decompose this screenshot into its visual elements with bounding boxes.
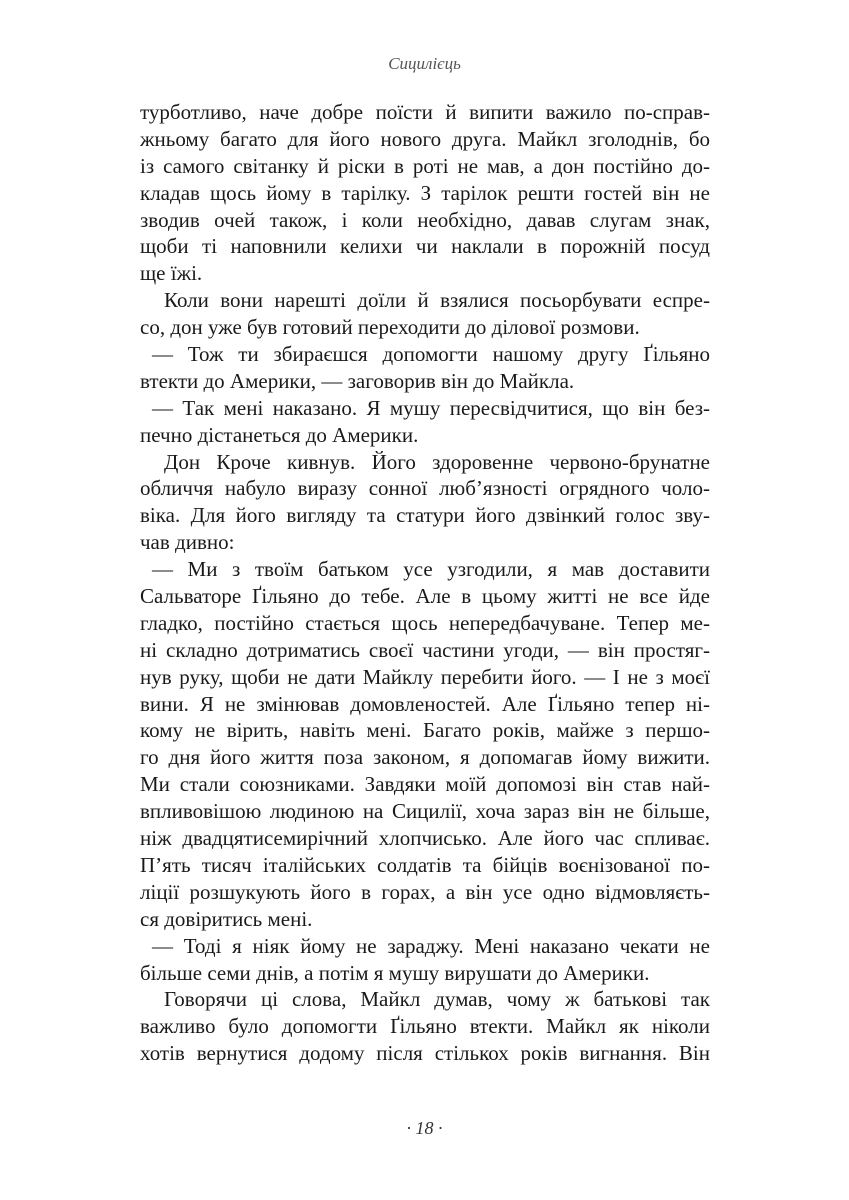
text-line: Говорячи ці слова, Майкл думав, чому ж батькові так [164, 987, 710, 1012]
text-line: — Тож ти збираєшся допомогти нашому другу Ґільяно [152, 342, 710, 367]
text-line: обличчя набуло виразу сонної люб’язності огрядного чоло- [140, 476, 710, 501]
text-line: Коли вони нарешті доїли й взялися посьорбувати еспре- [164, 288, 710, 313]
text-line: со, дон уже був готовий переходити до ділової розмови. [140, 315, 640, 340]
text-line: гладко, постійно стається щось непередбачуване. Тепер ме- [140, 610, 710, 635]
text-line: важливо було допомогти Ґільяно втекти. Майкл як ніколи [140, 1014, 710, 1039]
text-line: ліції розшукують його в горах, а він усе одно відмовляєть- [140, 879, 710, 904]
text-line: хотів вернутися додому після стількох років вигнання. Він [140, 1041, 710, 1066]
text-line: втекти до Америки, — заговорив він до Майкла. [140, 368, 575, 393]
page-body-text [140, 99, 710, 1067]
text-line: щоби ті наповнили келихи чи наклали в порожній посуд [140, 234, 710, 259]
page-number: · 18 · [406, 1118, 443, 1138]
text-line: печно дістанеться до Америки. [140, 422, 419, 447]
text-line: нув руку, щоби не дати Майклу перебити його. — І не з моєї [140, 664, 710, 689]
text-line: Дон Кроче кивнув. Його здоровенне червоно-брунатне [164, 449, 710, 474]
text-line: більше семи днів, а потім я мушу вирушати до Америки. [140, 960, 650, 985]
text-line: турботливо, наче добре поїсти й випити важило по-справ- [140, 100, 710, 124]
paragraph [140, 449, 710, 557]
paragraph [140, 556, 710, 932]
paragraph [140, 395, 710, 449]
text-line: чав дивно: [140, 530, 235, 555]
text-line: — Ми з твоїм батьком усе узгодили, я мав доставити [152, 557, 710, 582]
text-line: вини. Я не змінював домовленостей. Але Ґільяно тепер ні- [140, 691, 710, 716]
text-line: ся довіритись мені. [140, 906, 313, 931]
running-header: Сицилієць [388, 54, 461, 73]
text-line: Ми стали союзниками. Завдяки моїй допомозі він став най- [140, 772, 710, 797]
text-line: впливовішою людиною на Сицилії, хоча зараз він не більше, [140, 799, 710, 824]
text-line: Сальваторе Ґільяно до тебе. Але в цьому житті не все йде [140, 584, 710, 609]
paragraph [140, 287, 710, 341]
text-line: ніж двадцятисемирічний хлопчисько. Але його час спливає. [140, 826, 710, 851]
text-line: П’ять тисяч італійських солдатів та бійців воєнізованої по- [140, 852, 710, 877]
text-line: зводив очей також, і коли необхідно, давав слугам знак, [140, 207, 710, 232]
paragraph [140, 99, 710, 287]
text-line: віка. Для його вигляду та статури його дзвінкий голос зву- [140, 503, 710, 528]
text-line: кладав щось йому в тарілку. З тарілок решти гостей він не [140, 180, 710, 205]
text-line: кому не вірить, навіть мені. Багато років, майже з першо- [140, 718, 710, 743]
text-line: го дня його життя поза законом, я допомагав йому вижити. [140, 745, 710, 770]
text-line: із самого світанку й ріски в роті не мав, а дон постійно до- [140, 153, 710, 178]
text-line: ще їжі. [140, 261, 203, 286]
text-line: ні складно дотриматись своєї частини угоди, — він простяг- [140, 637, 710, 662]
text-line: — Тоді я ніяк йому не зараджу. Мені наказано чекати не [152, 933, 710, 958]
text-line: — Так мені наказано. Я мушу пересвідчитися, що він без- [152, 395, 710, 420]
paragraph [140, 986, 710, 1067]
paragraph [140, 933, 710, 987]
text-line: жньому багато для його нового друга. Майкл зголоднів, бо [140, 126, 710, 151]
paragraph [140, 341, 710, 395]
